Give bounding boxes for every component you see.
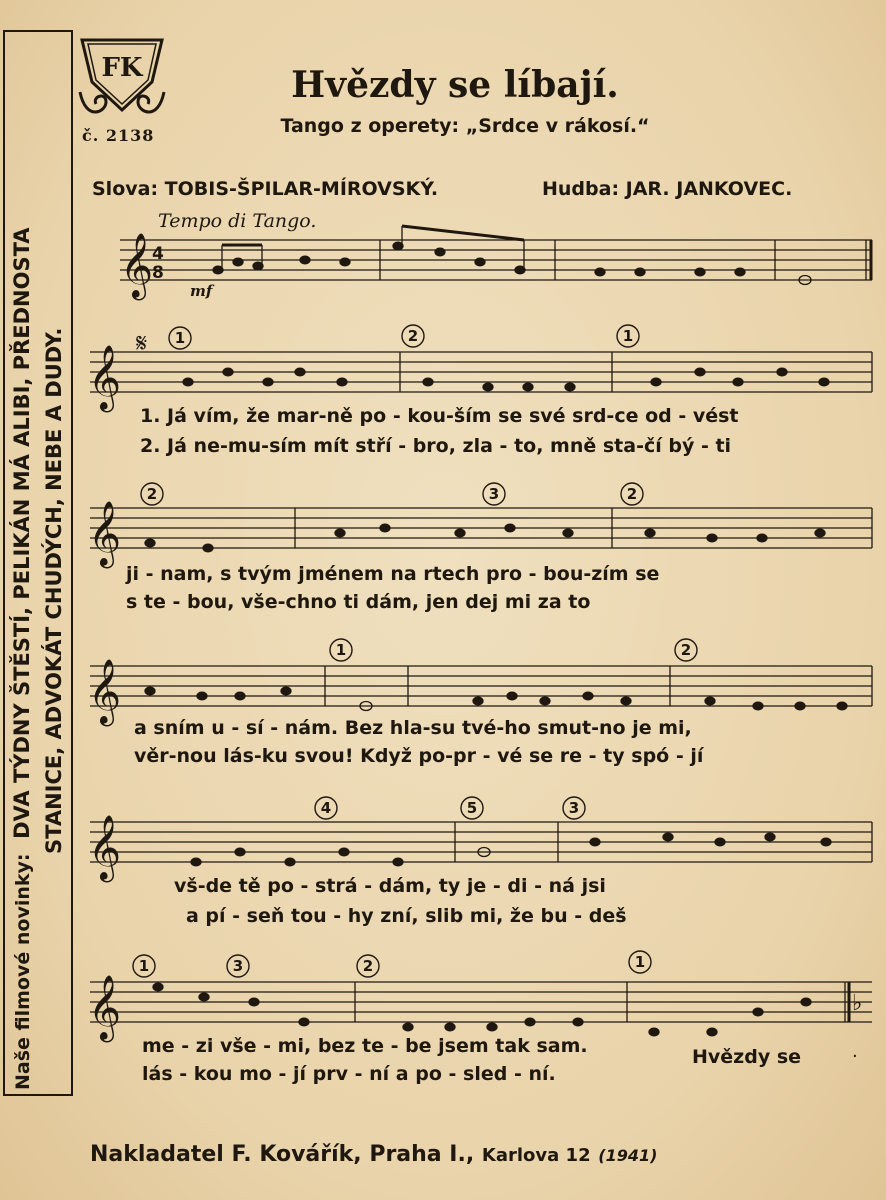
side-banner-titles-2: STANICE, ADVOKÁT CHUDÝCH, NEBE A DUDY. — [42, 327, 66, 854]
svg-text:1: 1 — [622, 327, 634, 345]
svg-text:2: 2 — [407, 327, 419, 345]
treble-clef-icon: 𝄞 — [88, 501, 122, 566]
publisher-name: Nakladatel F. Kovářík, Praha I., — [90, 1142, 475, 1167]
song-title: Hvězdy se líbají. — [291, 64, 619, 106]
flat-icon: ♭ — [852, 991, 863, 1016]
svg-text:1: 1 — [634, 953, 646, 971]
side-banner-label: Naše filmové novinky: — [12, 853, 34, 1090]
treble-clef-icon: 𝄞 — [88, 345, 122, 410]
svg-text:1: 1 — [138, 957, 150, 975]
publisher-address: Karlova 12 — [481, 1145, 591, 1166]
staff-3 — [90, 508, 872, 548]
side-banner-titles-1: DVA TÝDNY ŠTĚSTÍ, PELIKÁN MÁ ALIBI, PŘEDNOSTA — [10, 227, 34, 839]
lyric-line-2-verse-2: s te - bou, vše-chno ti dám, jen dej mi za to — [126, 591, 591, 613]
notes-staff-1 — [213, 226, 811, 285]
lyric-line-5-verse-2: lás - kou mo - jí prv - ní a po - sled - ní. — [142, 1063, 556, 1085]
lyric-line-1-verse-2: 2. Já ne-mu-sím mít stří - bro, zla - to, mně sta-čí bý - ti — [140, 435, 732, 457]
svg-text:·: · — [852, 1046, 858, 1067]
treble-clef-icon: 𝄞 — [88, 815, 122, 880]
lyric-line-3-verse-2: věr-nou lás-ku svou! Když po-pr - vé se re - ty spó - jí — [134, 745, 704, 767]
song-subtitle: Tango z operety: „Srdce v rákosí.“ — [280, 115, 650, 137]
publication-year: (1941) — [598, 1146, 658, 1165]
staff-6 — [90, 982, 872, 1022]
lyric-line-3-verse-1: a sním u - sí - nám. Bez hla-su tvé-ho smut-no je mi, — [134, 717, 692, 739]
svg-text:5: 5 — [466, 799, 478, 817]
lyric-line-5-verse-1: me - zi vše - mi, bez te - be jsem tak sam. — [142, 1035, 588, 1057]
svg-text:2: 2 — [362, 957, 374, 975]
svg-text:3: 3 — [488, 485, 500, 503]
svg-text:4: 4 — [320, 799, 332, 817]
treble-clef-icon: 𝄞 — [88, 975, 122, 1040]
lyric-line-2-verse-1: ji - nam, s tvým jménem na rtech pro - bou-zím se — [126, 563, 660, 585]
notes-staff-5 — [191, 833, 831, 866]
svg-text:FK: FK — [101, 53, 143, 83]
tempo-marking: Tempo di Tango. — [158, 210, 317, 232]
lyric-line-1-verse-1: 1. Já vím, že mar-ně po - kou-ším se své srd-ce od - vést — [140, 405, 739, 427]
lyric-line-4-verse-1: vš-de tě po - strá - dám, ty je - di - ná jsi — [174, 875, 606, 897]
svg-text:1: 1 — [174, 329, 186, 347]
composer-credit: Hudba: JAR. JANKOVEC. — [542, 178, 793, 200]
treble-clef-icon: 𝄞 — [120, 233, 154, 298]
svg-text:2: 2 — [680, 641, 692, 659]
svg-text:4: 4 — [152, 244, 164, 264]
svg-text:3: 3 — [232, 957, 244, 975]
svg-text:3: 3 — [568, 799, 580, 817]
treble-clef-icon: 𝄞 — [88, 659, 122, 724]
catalog-number: č. 2138 — [82, 126, 155, 145]
publisher-footer — [90, 1142, 657, 1167]
notes-staff-4 — [145, 687, 847, 710]
svg-text:8: 8 — [152, 263, 164, 283]
svg-text:2: 2 — [626, 485, 638, 503]
lyric-line-5-continuation: Hvězdy se — [692, 1046, 802, 1068]
svg-text:2: 2 — [146, 485, 158, 503]
segno-icon: 𝄋 — [136, 329, 148, 359]
svg-text:1: 1 — [335, 641, 347, 659]
lyric-line-4-verse-2: a pí - seň tou - hy zní, slib mi, že bu - deš — [186, 905, 627, 927]
lyricist-credit: Slova: TOBIS-ŠPILAR-MÍROVSKÝ. — [92, 178, 439, 200]
staff-2 — [90, 352, 872, 392]
notes-staff-6 — [153, 983, 811, 1036]
dynamic-marking: mf — [190, 282, 213, 300]
